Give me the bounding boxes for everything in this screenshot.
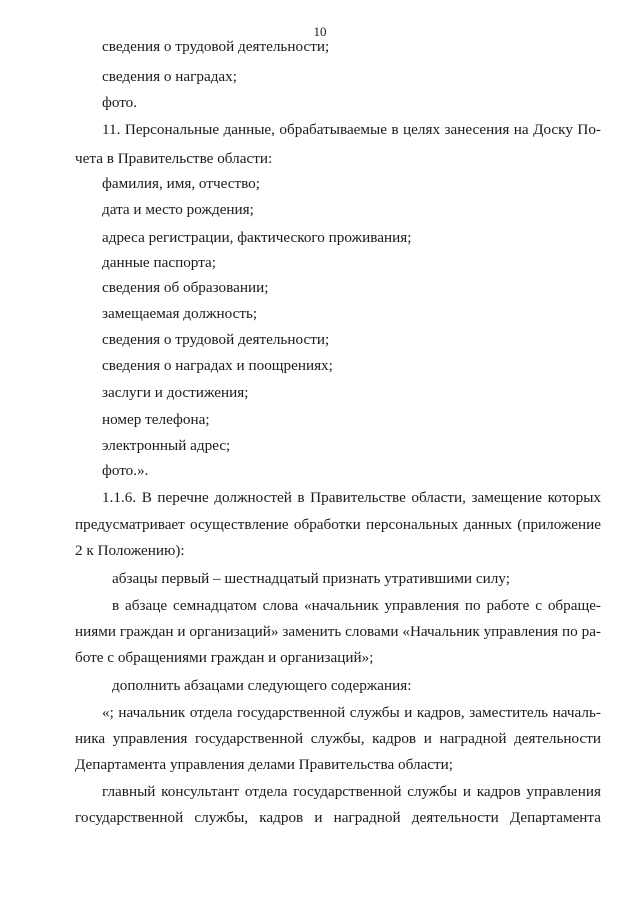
text-line: чета в Правительстве области: <box>75 150 273 167</box>
text-line: в абзаце семнадцатом слова «начальник управления по работе с обраще- <box>112 597 601 614</box>
text-line: сведения о наградах; <box>102 68 237 85</box>
text-line: данные паспорта; <box>102 254 216 271</box>
text-line: государственной службы, кадров и наградной деятельности Департамента <box>75 809 601 826</box>
text-line: заслуги и достижения; <box>102 384 249 401</box>
text-line: фото.». <box>102 462 149 479</box>
text-line: фото. <box>102 94 138 111</box>
text-line: дополнить абзацами следующего содержания: <box>112 677 412 694</box>
text-line: фамилия, имя, отчество; <box>102 175 260 192</box>
text-line: абзацы первый – шестнадцатый признать утратившими силу; <box>112 570 510 587</box>
text-line: сведения об образовании; <box>102 279 269 296</box>
text-line: адреса регистрации, фактического проживания; <box>102 229 412 246</box>
text-line: сведения о наградах и поощрениях; <box>102 357 333 374</box>
text-line: предусматривает осуществление обработки персональных данных (приложение <box>75 516 601 533</box>
text-line: дата и место рождения; <box>102 201 254 218</box>
text-line: ниями граждан и организаций» заменить словами «Начальник управления по ра- <box>75 623 601 640</box>
text-line: электронный адрес; <box>102 437 231 454</box>
text-line: боте с обращениями граждан и организаций»; <box>75 649 374 666</box>
text-line: главный консультант отдела государственной службы и кадров управления <box>102 783 601 800</box>
text-line: сведения о трудовой деятельности; <box>102 331 330 348</box>
text-line: Департамента управления делами Правительства области; <box>75 756 454 773</box>
text-line: замещаемая должность; <box>102 305 258 322</box>
page-number: 10 <box>313 24 327 39</box>
text-line: сведения о трудовой деятельности; <box>102 38 330 55</box>
text-line: 11. Персональные данные, обрабатываемые в целях занесения на Доску По- <box>102 121 601 138</box>
text-line: ника управления государственной службы, кадров и наградной деятельности <box>75 730 601 747</box>
text-line: 2 к Положению): <box>75 542 185 559</box>
text-line: номер телефона; <box>102 411 210 428</box>
text-line: 1.1.6. В перечне должностей в Правительстве области, замещение которых <box>102 489 601 506</box>
text-line: «; начальник отдела государственной службы и кадров, заместитель началь- <box>102 704 601 721</box>
